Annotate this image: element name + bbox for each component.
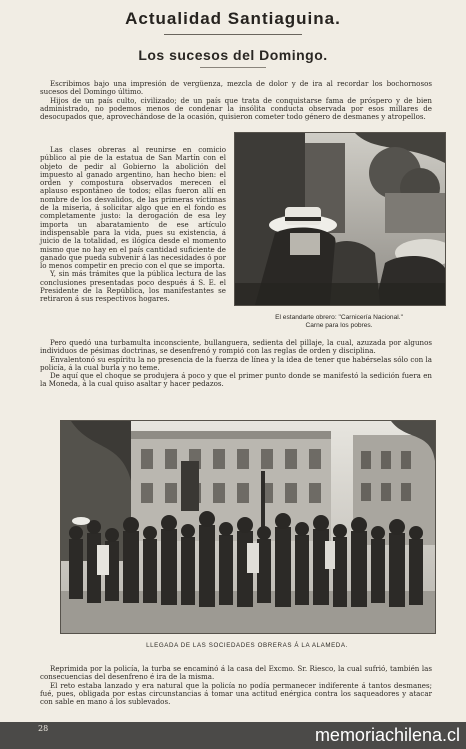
caption-line: El estandarte obrero: "Carnicería Nacional." [275,314,403,321]
article-paragraph: De aquí que el choque se produjera á poco y que el primer punto donde se manifestó la sedición fuera en la Moneda, á la cual quiso asaltar y hacer pedazos. [40,371,432,389]
page-number: 28 [38,724,49,733]
caption-line: Carne para los pobres. [305,322,373,329]
article-paragraph: Pero quedó una turbamulta inconsciente, bullanguera, sedienta del pillaje, la cual, azuzada por algunos individuos de pésimas doctrinas, se desenfrenó y rompió con las reglas de orden y disciplina. [40,338,432,356]
section-title: Actualidad Santiaguina. [125,9,341,28]
watermark-logo: memoriachilena.cl [314,725,460,745]
article-lower-block [40,339,432,389]
article-paragraph: Las clases obreras al reunirse en comicio público al pie de la estatua de San Martín con el objeto de pedir al Gobierno la abolición del impuesto al ganado argentino, han hecho bien: el orden y compostura observados merecen el aplauso espontáneo de todos; ellas fueron allí en nombre de los desvalidos, de las primeras víctimas de la miseria, á solicitar algo que en el fondo es completamente justo: la derogación de esa ley importa un abaratamiento de ese artículo indispensable para la vida, pues su existencia, á juicio de la totalidad, es ilógica desde el momento mismo que no hay en el país cantidad suficiente de ganado que pueda subvenir á las necesidades ó por lo menos competir en precio con el que se importa. [40,145,226,271]
photo-workers-banner [234,132,446,306]
article-left-column [40,146,226,304]
subtitle-divider [200,67,266,68]
title-divider [164,34,302,35]
photo-alameda-arrival [60,420,436,634]
photo-workers-banner-caption [234,314,444,330]
article-paragraph: Hijos de un país culto, civilizado; de un país que trata de conquistarse fama de próspero y de bien administrado, no podemos menos de condenar la insólita conducta observada por esos millares de desocupados que, aprovechándose de la ocasión, quisieron cometer todo género de desmanes y atropellos. [40,95,432,122]
article-closing-block [40,665,432,706]
article-paragraph: El reto estaba lanzado y era natural que la policía no podía permanecer indiferente á tantos desmanes; fué, pues, obligada por estas circunstancias á tomar una actitud enérgica contra los saqueadores y atacar con sable en mano á los sublevados. [40,680,432,707]
photo-workers-banner-image [235,133,445,305]
article-paragraph: Y, sin más trámites que la pública lectura de las conclusiones presentadas poco después á S. E. el Presidente de la República, los manifestantes se retiraron á sus respectivos hogares. [40,269,226,304]
article-paragraph: Envalentonó su espíritu la no presencia de la fuerza de línea y la idea de tener que habérselas sólo con la policía, á la cual burla y no teme. [40,354,432,372]
article-paragraph: Reprimida por la policía, la turba se encaminó á la casa del Excmo. Sr. Riesco, la cual sufrió, también las consecuencias del desenfreno é ira de la misma. [40,664,432,682]
photo-alameda-arrival-caption: LLEGADA DE LAS SOCIEDADES OBRERAS Á LA ALAMEDA. [146,642,348,649]
article-intro-block [40,80,432,121]
article-title: Los sucesos del Domingo. [138,47,328,63]
photo-alameda-arrival-image [61,421,435,633]
article-paragraph: Escribimos bajo una impresión de vergüenza, mezcla de dolor y de ira al recordar los bochornosos sucesos del Domingo último. [40,79,432,97]
footer-bar [0,722,466,749]
